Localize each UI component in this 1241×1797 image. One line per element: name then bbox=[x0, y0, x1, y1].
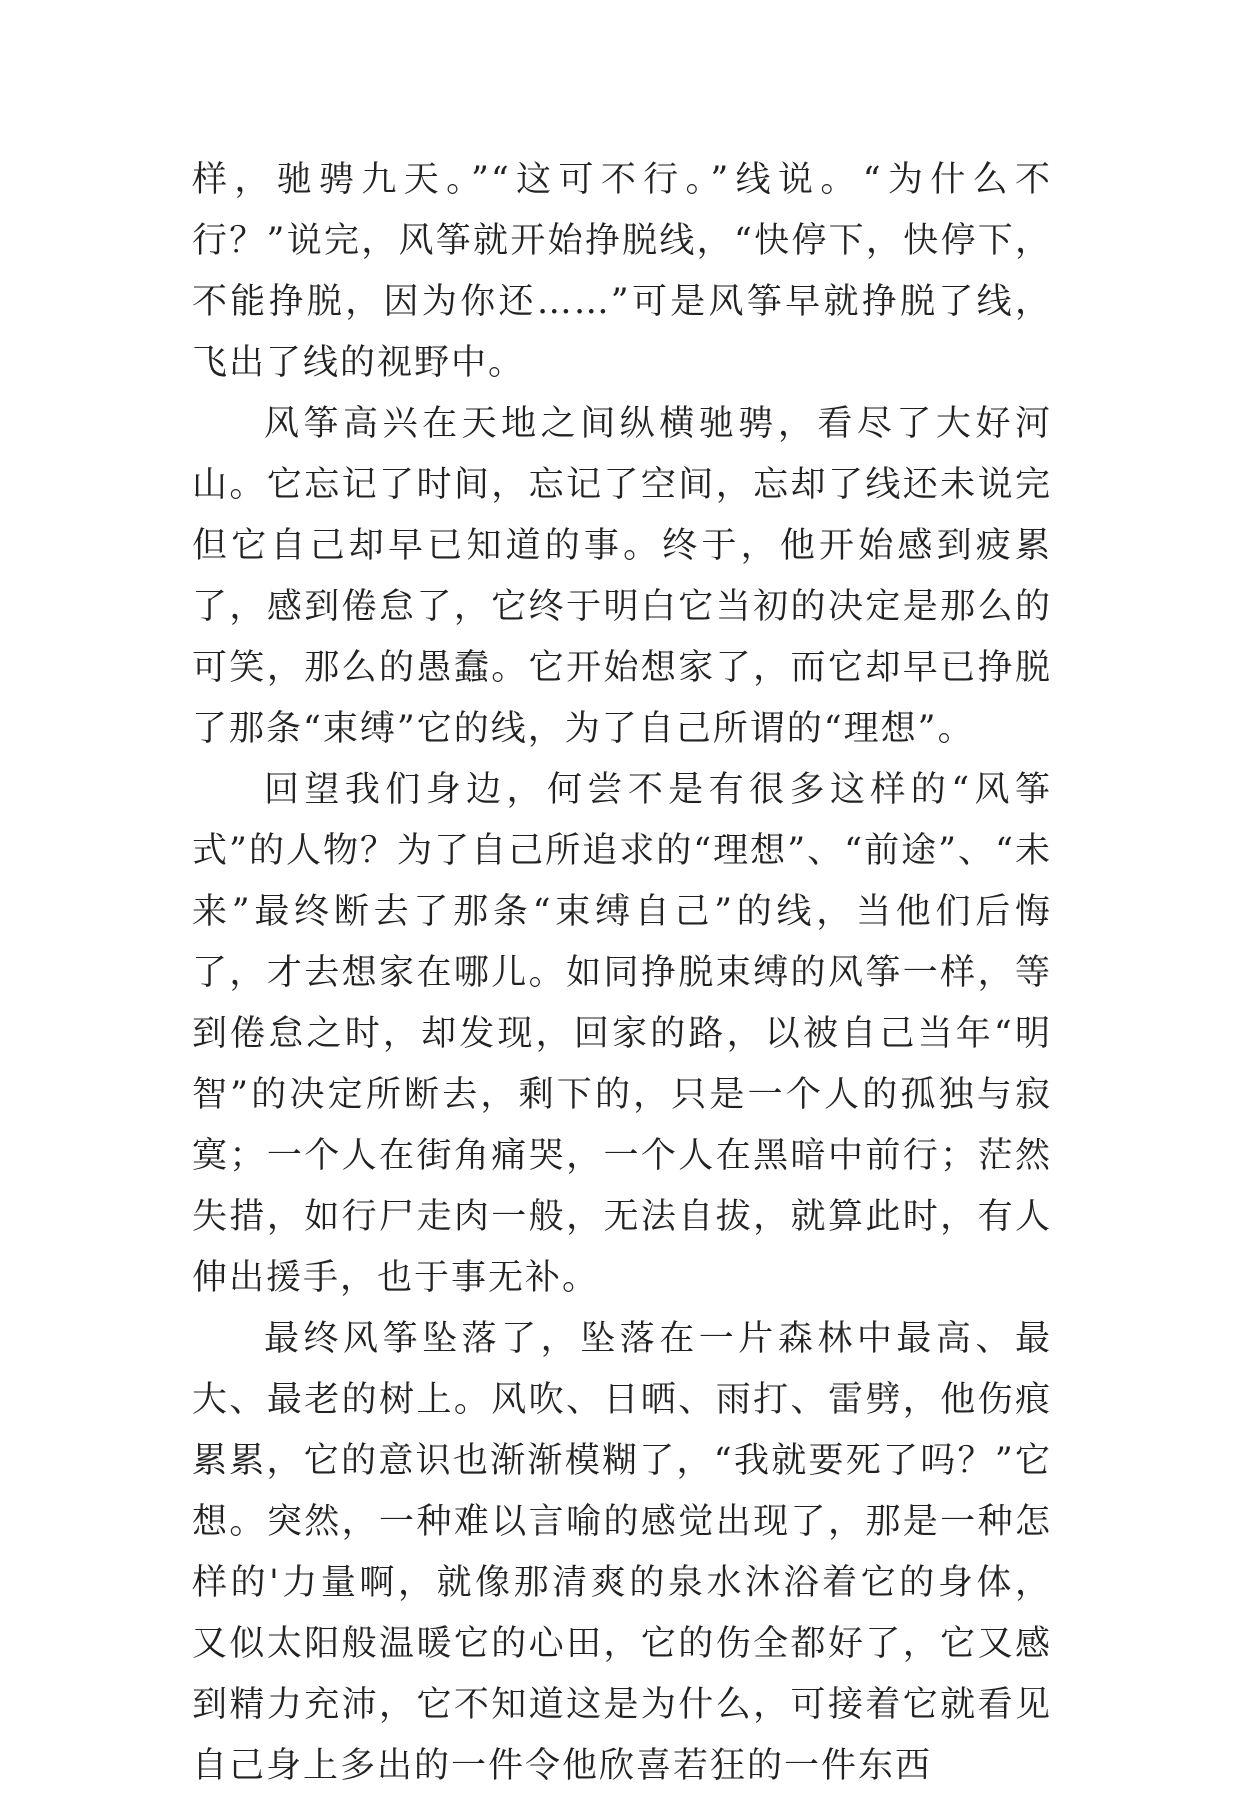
paragraph-2: 风筝高兴在天地之间纵横驰骋，看尽了大好河山。它忘记了时间，忘记了空间，忘却了线还未说完但它自己却早已知道的事。终于，他开始感到疲累了，感到倦怠了，它终于明白它当初的决定是那么的可笑，那么的愚蠢。它开始想家了，而它却早已挣脱了那条“束缚”它的线，为了自己所谓的“理想”。 bbox=[192, 404, 1052, 749]
paragraph-1: 样，驰骋九天。”“这可不行。”线说。“为什么不行？”说完，风筝就开始挣脱线，“快停下，快停下，不能挣脱，因为你还……”可是风筝早就挣脱了线，飞出了线的视野中。 bbox=[192, 160, 1052, 383]
paragraph-3: 回望我们身边，何尝不是有很多这样的“风筝式”的人物？为了自己所追求的“理想”、“前途”、“未来”最终断去了那条“束缚自己”的线，当他们后悔了，才去想家在哪儿。如同挣脱束缚的风筝一样，等到倦怠之时，却发现，回家的路，以被自己当年“明智”的决定所断去，剩下的，只是一个人的孤独与寂寞；一个人在街角痛哭，一个人在黑暗中前行；茫然失措，如行尸走肉一般，无法自拔，就算此时，有人伸出援手，也于事无补。 bbox=[192, 770, 1052, 1298]
body-text bbox=[192, 150, 1052, 1797]
paragraph-4: 最终风筝坠落了，坠落在一片森林中最高、最大、最老的树上。风吹、日晒、雨打、雷劈，他伤痕累累，它的意识也渐渐模糊了，“我就要死了吗？”它想。突然，一种难以言喻的感觉出现了，那是一种怎样的'力量啊，就像那清爽的泉水沐浴着它的身体，又似太阳般温暖它的心田，它的伤全都好了，它又感到精力充沛，它不知道这是为什么，可接着它就看见自己身上多出的一件令他欣喜若狂的一件东西 bbox=[192, 1319, 1052, 1786]
